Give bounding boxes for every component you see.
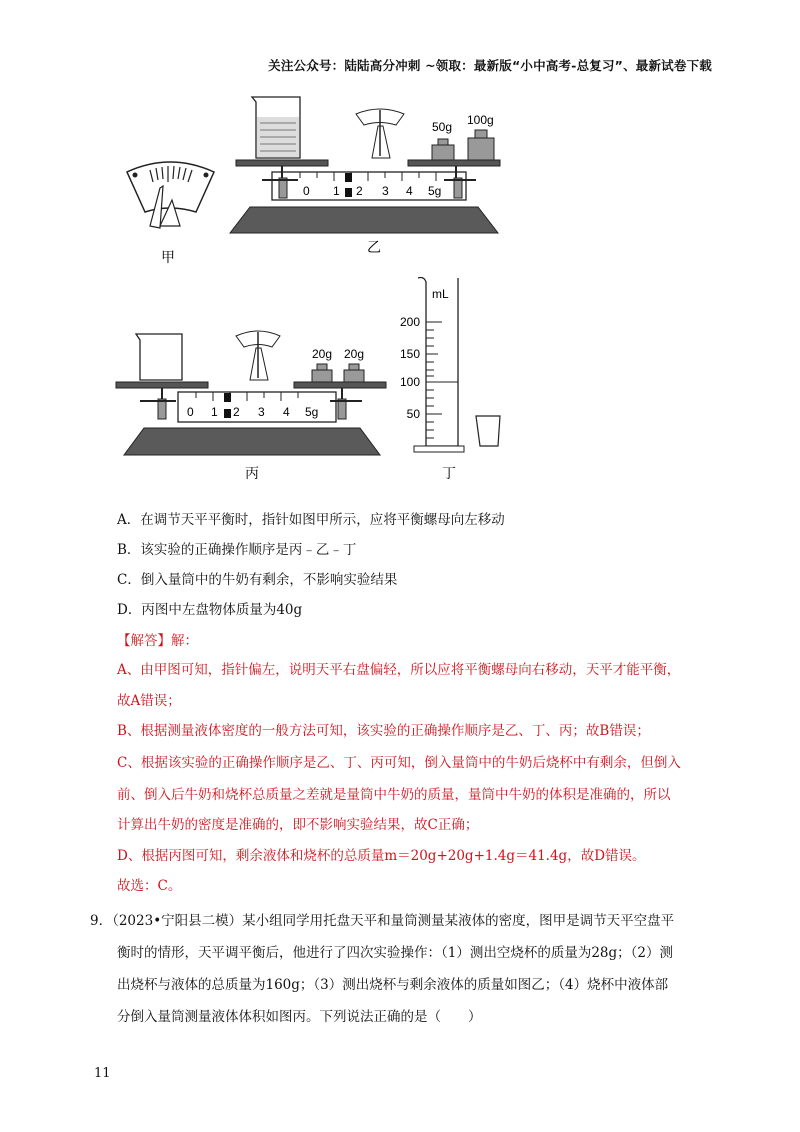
figure-bing	[116, 331, 386, 481]
figures-area	[0, 0, 800, 500]
yi-scale-0: 0	[303, 184, 310, 198]
caption-ding: 丁	[442, 465, 456, 481]
bing-scale-3: 3	[258, 405, 265, 419]
bing-scale-2: 2	[233, 405, 240, 419]
figure-ding	[400, 278, 500, 482]
yi-weight-1: 50g	[432, 120, 453, 134]
question9-line-2: 衡时的情形，天平调平衡后，他进行了四次实验操作：（1）测出空烧杯的质量为28g；（2）测	[117, 945, 673, 961]
yi-scale-3: 3	[382, 184, 389, 198]
caption-jia: 甲	[161, 249, 175, 265]
solution-line-3: B、根据测量液体密度的一般方法可知，该实验的正确操作顺序是乙、丁、丙；故B错误；	[117, 723, 650, 739]
question9-line-1: 9．（2023•宁阳县二模）某小组同学用托盘天平和量筒测量某液体的密度，图甲是调节天平空盘平	[90, 913, 675, 929]
bing-scale-1: 1	[211, 405, 218, 419]
option-c: C．倒入量筒中的牛奶有剩余，不影响实验结果	[117, 572, 398, 588]
bing-scale-4: 4	[283, 405, 290, 419]
solution-label: 【解答】解：	[117, 633, 198, 649]
ding-tick-150: 150	[399, 347, 420, 361]
question9-line-4: 分倒入量筒测量液体体积如图丙。下列说法正确的是（ ）	[117, 1009, 482, 1025]
bing-weight-2: 20g	[344, 347, 365, 361]
solution-line-7: D、根据丙图可知，剩余液体和烧杯的总质量m＝20g+20g+1.4g＝41.4g，故D错误。	[117, 848, 646, 864]
yi-scale-1: 1	[333, 184, 340, 198]
solution-line-6: 计算出牛奶的密度是准确的，即不影响实验结果，故C正确；	[117, 817, 479, 833]
yi-weight-2: 100g	[467, 113, 494, 127]
solution-line-8: 故选：C。	[117, 878, 182, 894]
option-b: B．该实验的正确操作顺序是丙﹣乙﹣丁	[117, 542, 357, 558]
ding-tick-50: 50	[406, 407, 420, 421]
figure-jia	[127, 162, 214, 265]
figure-yi	[230, 97, 500, 255]
bing-weight-1: 20g	[312, 347, 333, 361]
solution-line-2: 故A错误；	[117, 693, 181, 709]
bing-scale-0: 0	[187, 405, 194, 419]
caption-bing: 丙	[245, 465, 259, 481]
question9-line-3: 出烧杯与液体的总质量为160g；（3）测出烧杯与剩余液体的质量如图乙；（4）烧杯中液体部	[117, 977, 669, 993]
page-header: 关注公众号：陆陆高分冲刺 ~领取：最新版“小中高考-总复习”、最新试卷下载	[268, 58, 712, 73]
option-a: A．在调节天平平衡时，指针如图甲所示，应将平衡螺母向左移动	[117, 512, 505, 528]
option-d: D．丙图中左盘物体质量为40g	[117, 602, 303, 618]
ding-tick-200: 200	[399, 315, 420, 329]
solution-line-4: C、根据该实验的正确操作顺序是乙、丁、丙可知，倒入量筒中的牛奶后烧杯中有剩余，但倒入	[117, 755, 681, 771]
bing-scale-5: 5g	[305, 405, 319, 419]
page-number: 11	[94, 1066, 111, 1081]
caption-yi: 乙	[367, 239, 381, 255]
solution-line-5: 前、倒入后牛奶和烧杯总质量之差就是量筒中牛奶的质量，量筒中牛奶的体积是准确的，所以	[117, 787, 671, 803]
ding-tick-100: 100	[399, 375, 420, 389]
yi-scale-4: 4	[406, 184, 413, 198]
yi-scale-5: 5g	[428, 184, 442, 198]
yi-scale-2: 2	[356, 184, 363, 198]
ding-unit: mL	[432, 287, 449, 301]
solution-line-1: A、由甲图可知，指针偏左，说明天平右盘偏轻，所以应将平衡螺母向右移动，天平才能平衡，	[117, 662, 681, 678]
